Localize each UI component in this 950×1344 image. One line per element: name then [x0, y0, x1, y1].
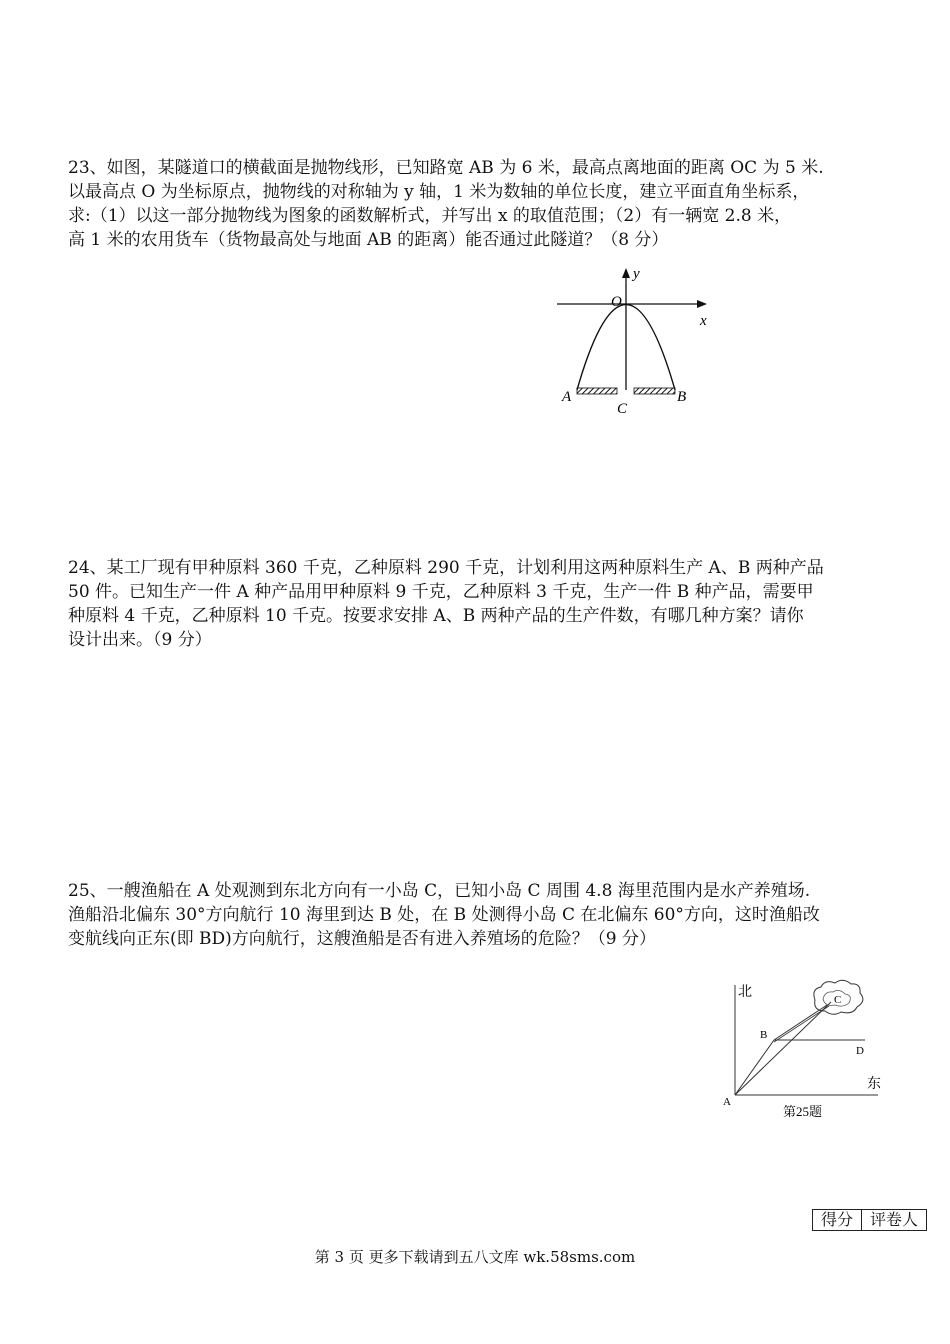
q23-line-3: 求:（1）以这一部分抛物线为图象的函数解析式，并写出 x 的取值范围；（2）有一辆宽 2.8 米，: [68, 206, 792, 226]
q25-figure-caption: 第25题: [783, 1104, 823, 1119]
q23-line-4: 高 1 米的农用货车（货物最高处与地面 AB 的距离）能否通过此隧道？（8 分）: [68, 230, 669, 250]
q25-label-c: C: [834, 994, 842, 1006]
q25-line-1: 25、一艘渔船在 A 处观测到东北方向有一小岛 C，已知小岛 C 周围 4.8 海里范围内是水产养殖场.: [68, 881, 811, 901]
q23-y-arrow: [622, 268, 630, 278]
q24-line-1: 24、某工厂现有甲种原料 360 千克，乙种原料 290 千克，计划利用这两种原料生产 A、B 两种产品: [68, 558, 824, 578]
q23-road-left: [577, 388, 617, 394]
q23-label-o: O: [611, 294, 622, 310]
q23-road-right: [634, 388, 675, 394]
q23-line-1: 23、如图，某隧道口的横截面是抛物线形，已知路宽 AB 为 6 米，最高点离地面的距离 OC 为 5 米.: [68, 158, 824, 178]
question-23: [68, 156, 893, 252]
q25-label-north: 北: [738, 985, 752, 1000]
grader-cell: 评卷人: [862, 1210, 927, 1231]
question-24: [68, 556, 893, 652]
q25-line-ac: [735, 1002, 831, 1095]
q25-label-d: D: [856, 1045, 864, 1057]
q23-label-a: A: [562, 389, 572, 405]
q25-navigation-figure: [715, 975, 890, 1125]
q25-label-b: B: [760, 1029, 768, 1041]
q25-label-east: 东: [867, 1077, 881, 1092]
q25-label-a: A: [723, 1096, 731, 1108]
q25-line-ab: [735, 1040, 774, 1095]
q25-line-3: 变航线向正东(即 BD)方向航行，这艘渔船是否有进入养殖场的危险？（9 分）: [68, 929, 657, 949]
question-25: [68, 879, 893, 951]
q25-line-bc-2: [774, 1006, 829, 1042]
score-table: [812, 1209, 927, 1231]
q23-x-arrow: [697, 300, 707, 308]
page-footer: 第 3 页 更多下载请到五八文库 wk.58sms.com: [314, 1248, 636, 1266]
q23-label-c: C: [617, 401, 628, 417]
q24-line-4: 设计出来。（9 分）: [68, 630, 212, 650]
q23-label-b: B: [677, 389, 687, 405]
q24-line-2: 50 件。已知生产一件 A 种产品用甲种原料 9 千克，乙种原料 3 千克，生产一件 B 种产品，需要甲: [68, 582, 814, 602]
q23-line-2: 以最高点 O 为坐标原点，抛物线的对称轴为 y 轴，1 米为数轴的单位长度，建立平面直角坐标系，: [68, 182, 810, 202]
q25-line-2: 渔船沿北偏东 30°方向航行 10 海里到达 B 处，在 B 处测得小岛 C 在北偏东 60°方向，这时渔船改: [68, 905, 820, 925]
q23-parabola-figure: [555, 262, 725, 422]
q24-line-3: 种原料 4 千克，乙种原料 10 千克。按要求安排 A、B 两种产品的生产件数，有哪几种方案？请你: [68, 606, 804, 626]
q23-label-x: x: [700, 313, 707, 329]
score-cell: 得分: [813, 1210, 862, 1231]
q23-label-y: y: [633, 266, 640, 282]
